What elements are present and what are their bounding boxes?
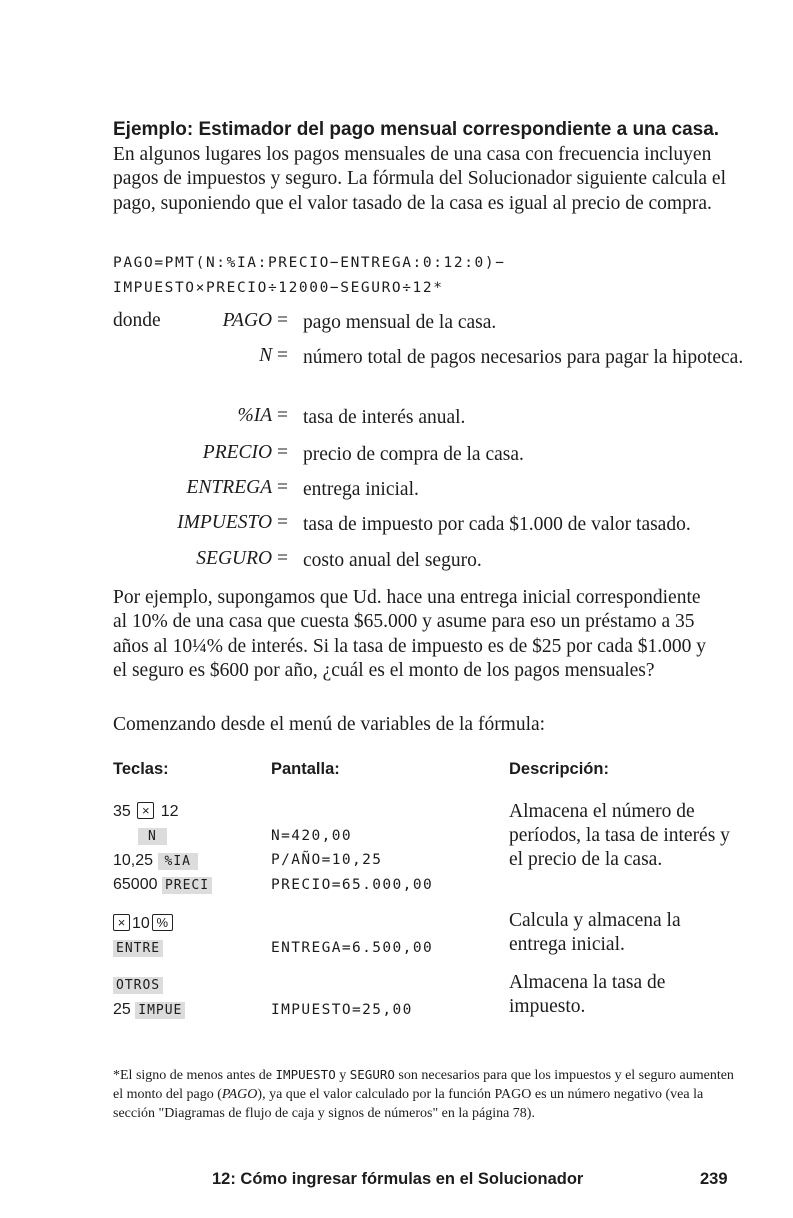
display-p-ano: P/AÑO=10,25	[271, 852, 383, 868]
key-number: 10	[132, 915, 150, 932]
definition-term: N =	[259, 345, 288, 366]
display-precio: PRECIO=65.000,00	[271, 877, 434, 893]
definition-term: SEGURO =	[196, 548, 288, 569]
example-heading: Ejemplo: Estimador del pago mensual correspondiente a una casa.	[113, 119, 720, 140]
definition-term: ENTREGA =	[186, 477, 288, 498]
key-number: 65000	[113, 876, 158, 893]
definition-desc: costo anual del seguro.	[303, 550, 482, 571]
keys-row-5	[113, 914, 175, 933]
multiply-key: ×	[137, 802, 154, 819]
menu-key-otros: OTROS	[113, 977, 163, 994]
description-1: Almacena el número de períodos, la tasa de interés y el precio de la casa.	[509, 801, 730, 870]
definition-desc: entrega inicial.	[303, 479, 419, 500]
description-2: Calcula y almacena la entrega inicial.	[509, 910, 681, 955]
menu-instruction: Comenzando desde el menú de variables de la fórmula:	[113, 714, 546, 735]
definition-term: IMPUESTO =	[177, 512, 288, 533]
keys-row-1	[113, 802, 179, 821]
header-display: Pantalla:	[271, 760, 340, 778]
key-number: 10,25	[113, 852, 154, 869]
example-paragraph: Por ejemplo, supongamos que Ud. hace una entrega inicial correspondiente al 10% de una casa que cuesta $65.000 y asume para eso un préstamo a 35 años al 10¼% de interés. Si la tasa de impuesto es de $25 por cada $1.000 y el seguro es $600 por año, ¿cuál es el monto de los pagos mensuales?	[113, 587, 706, 681]
menu-key-ia: %IA	[158, 853, 198, 870]
key-number: 25	[113, 1001, 131, 1018]
footnote-code-seguro: SEGURO	[349, 1067, 395, 1082]
intro-paragraph	[113, 118, 733, 216]
formula-line-1: PAGO=PMT(N:%IA:PRECIO−ENTREGA:0:12:0)−	[113, 255, 506, 271]
definition-term: %IA =	[237, 405, 288, 426]
key-number: 12	[160, 803, 179, 820]
menu-key-preci: PRECI	[162, 877, 212, 894]
keys-row-6	[113, 939, 163, 957]
definition-term: PRECIO =	[202, 442, 288, 463]
definition-desc: tasa de interés anual.	[303, 407, 466, 428]
menu-key-entre: ENTRE	[113, 940, 163, 957]
display-impuesto: IMPUESTO=25,00	[271, 1002, 413, 1018]
intro-text: En algunos lugares los pagos mensuales de una casa con frecuencia incluyen pagos de impuestos y seguro. La fórmula del Solucionador siguiente calcula el pago, suponiendo que el valor tasado de la casa es igual al precio de compra.	[113, 143, 727, 214]
menu-key-impue: IMPUE	[135, 1002, 185, 1019]
chapter-footer-title: 12: Cómo ingresar fórmulas en el Solucionador	[212, 1170, 584, 1188]
keys-row-8	[113, 1001, 185, 1019]
formula-line-2: IMPUESTO×PRECIO÷12000−SEGURO÷12*	[113, 280, 444, 296]
donde-label: donde	[113, 310, 161, 331]
footnote: *El signo de menos antes de IMPUESTO y SEGURO son necesarios para que los impuestos y el seguro aumenten el monto del pago (PAGO), ya que el valor calculado por la función PAGO es un número negativo (vea la sección "Diagramas de flujo de caja y signos de números" en la página 78).	[113, 1067, 734, 1121]
definition-desc: pago mensual de la casa.	[303, 312, 497, 333]
keys-row-7	[113, 976, 163, 994]
definition-desc: precio de compra de la casa.	[303, 444, 524, 465]
description-3: Almacena la tasa de impuesto.	[509, 972, 666, 1017]
keys-row-2	[138, 827, 167, 845]
footnote-italic-pago: PAGO	[221, 1087, 258, 1102]
definition-term: PAGO =	[222, 310, 288, 331]
multiply-key: ×	[113, 914, 130, 931]
keys-row-3	[113, 852, 198, 870]
footnote-code-impuesto: IMPUESTO	[275, 1067, 336, 1082]
definition-desc: número total de pagos necesarios para pagar la hipoteca.	[303, 347, 744, 368]
header-keys: Teclas:	[113, 760, 169, 778]
display-entrega: ENTREGA=6.500,00	[271, 940, 434, 956]
keys-row-4	[113, 876, 212, 894]
percent-key: %	[152, 914, 173, 931]
key-number: 35	[113, 803, 131, 820]
display-n: N=420,00	[271, 828, 353, 844]
menu-key-n: N	[138, 828, 167, 845]
definition-desc: tasa de impuesto por cada $1.000 de valor tasado.	[303, 514, 691, 535]
header-description: Descripción:	[509, 760, 609, 778]
page-number: 239	[700, 1170, 728, 1188]
